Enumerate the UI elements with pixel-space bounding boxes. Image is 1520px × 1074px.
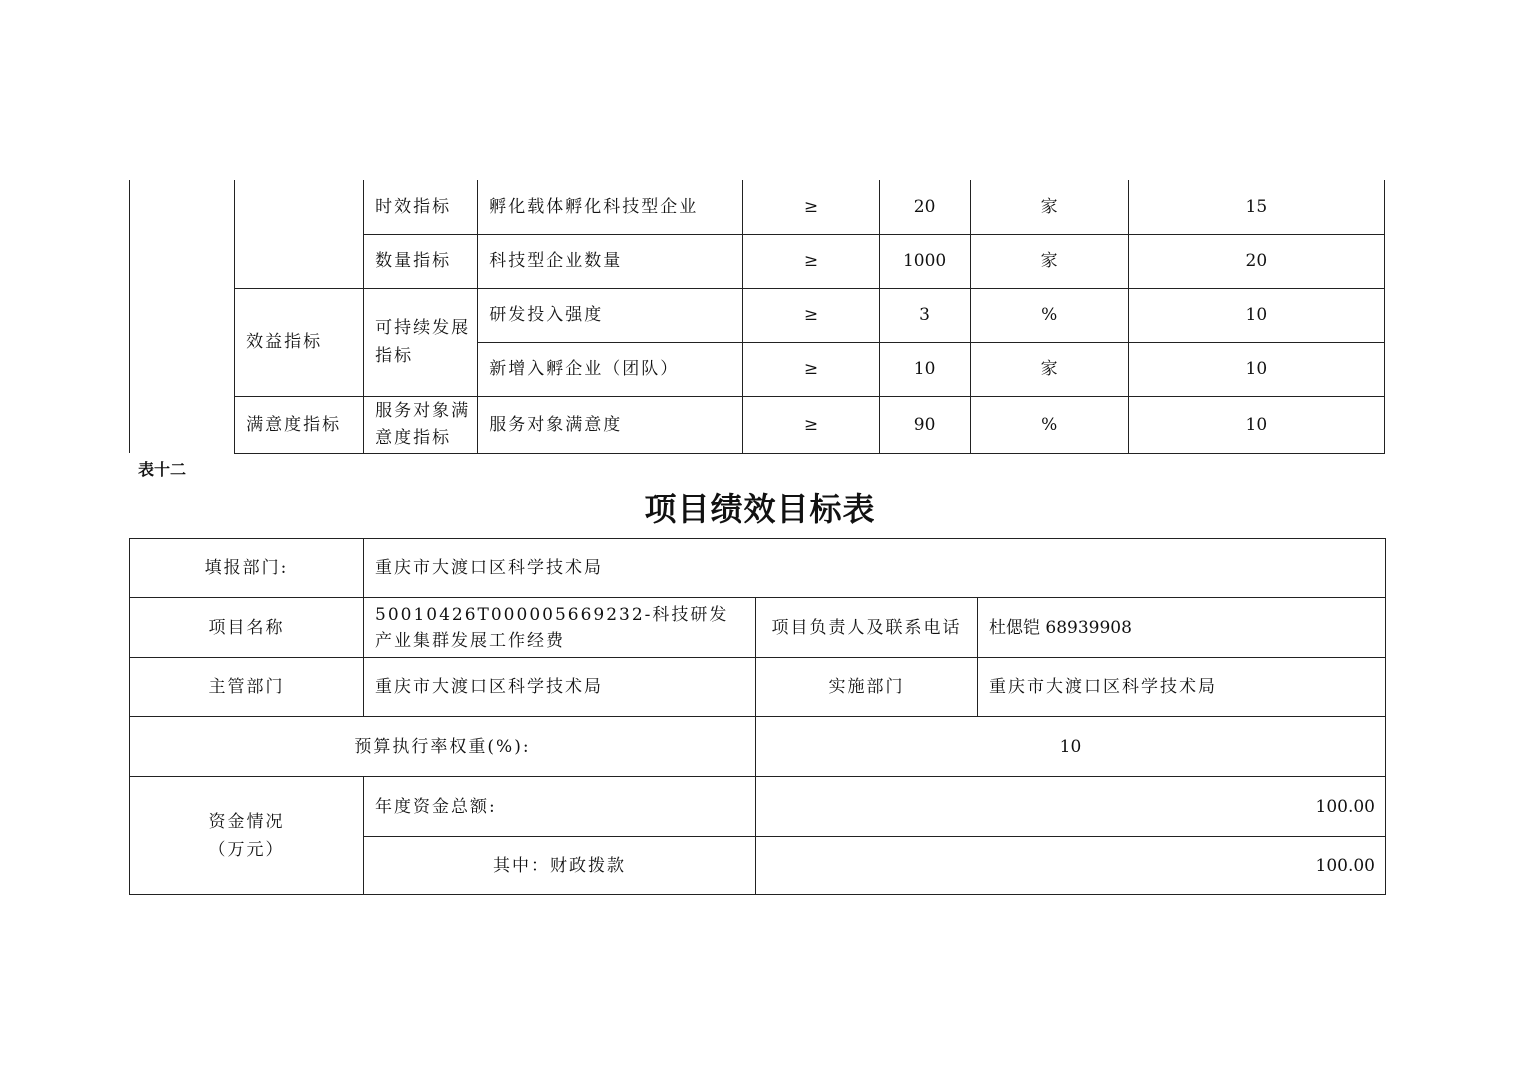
sub-indicator: 时效指标 bbox=[364, 180, 478, 234]
annual-total-label: 年度资金总额: bbox=[364, 777, 756, 837]
table-row bbox=[130, 717, 1386, 777]
target-value: 20 bbox=[879, 180, 970, 234]
table-number-label: 表十二 bbox=[138, 460, 187, 479]
performance-target-table bbox=[129, 538, 1386, 895]
funds-label: 资金情况 bbox=[208, 811, 285, 832]
unit: 家 bbox=[970, 342, 1128, 396]
score: 10 bbox=[1128, 342, 1384, 396]
operator: ≥ bbox=[743, 180, 879, 234]
unit: 家 bbox=[970, 234, 1128, 288]
table-row bbox=[130, 598, 1386, 658]
indicator-name: 新增入孵企业（团队） bbox=[478, 342, 743, 396]
operator: ≥ bbox=[743, 234, 879, 288]
sub-indicator: 服务对象满意度指标 bbox=[364, 396, 478, 453]
sub-indicator: 数量指标 bbox=[364, 234, 478, 288]
sub-indicator: 可持续发展指标 bbox=[364, 288, 478, 396]
table-row bbox=[130, 539, 1386, 598]
table-row bbox=[130, 777, 1386, 837]
operator: ≥ bbox=[743, 342, 879, 396]
unit: % bbox=[970, 288, 1128, 342]
table-row bbox=[130, 180, 1385, 234]
funds-unit: （万元） bbox=[208, 839, 285, 860]
funds-cell bbox=[130, 777, 364, 895]
target-value: 1000 bbox=[879, 234, 970, 288]
indicator-name: 研发投入强度 bbox=[478, 288, 743, 342]
score: 10 bbox=[1128, 288, 1384, 342]
category-satisfaction: 满意度指标 bbox=[235, 396, 364, 453]
project-name-value: 50010426T000005669232-科技研发产业集群发展工作经费 bbox=[364, 598, 756, 658]
budget-weight-label: 预算执行率权重(%): bbox=[130, 717, 756, 777]
supervisor-value: 重庆市大渡口区科学技术局 bbox=[364, 658, 756, 717]
target-value: 10 bbox=[879, 342, 970, 396]
first-level-indicator-cell bbox=[130, 180, 235, 453]
unit: % bbox=[970, 396, 1128, 453]
table-row bbox=[130, 658, 1386, 717]
fiscal-label: 其中：财政拨款 bbox=[364, 837, 756, 895]
table-row bbox=[130, 396, 1385, 453]
page-title: 项目绩效目标表 bbox=[644, 490, 876, 528]
table-row bbox=[130, 288, 1385, 342]
target-value: 3 bbox=[879, 288, 970, 342]
score: 20 bbox=[1128, 234, 1384, 288]
project-name-label: 项目名称 bbox=[130, 598, 364, 658]
contact-value: 杜偲铠 68939908 bbox=[978, 598, 1386, 658]
operator: ≥ bbox=[743, 396, 879, 453]
operator: ≥ bbox=[743, 288, 879, 342]
budget-weight-value: 10 bbox=[756, 717, 1386, 777]
output-indicator-cell bbox=[235, 180, 364, 288]
target-value: 90 bbox=[879, 396, 970, 453]
dept-label: 填报部门: bbox=[130, 539, 364, 598]
indicator-name: 科技型企业数量 bbox=[478, 234, 743, 288]
dept-value: 重庆市大渡口区科学技术局 bbox=[364, 539, 1386, 598]
score: 15 bbox=[1128, 180, 1384, 234]
supervisor-label: 主管部门 bbox=[130, 658, 364, 717]
category-benefit: 效益指标 bbox=[235, 288, 364, 396]
impl-label: 实施部门 bbox=[756, 658, 978, 717]
fiscal-value: 100.00 bbox=[756, 837, 1386, 895]
unit: 家 bbox=[970, 180, 1128, 234]
contact-label: 项目负责人及联系电话 bbox=[756, 598, 978, 658]
annual-total-value: 100.00 bbox=[756, 777, 1386, 837]
indicator-name: 服务对象满意度 bbox=[478, 396, 743, 453]
indicator-table-continued bbox=[129, 180, 1385, 454]
score: 10 bbox=[1128, 396, 1384, 453]
indicator-name: 孵化载体孵化科技型企业 bbox=[478, 180, 743, 234]
impl-value: 重庆市大渡口区科学技术局 bbox=[978, 658, 1386, 717]
